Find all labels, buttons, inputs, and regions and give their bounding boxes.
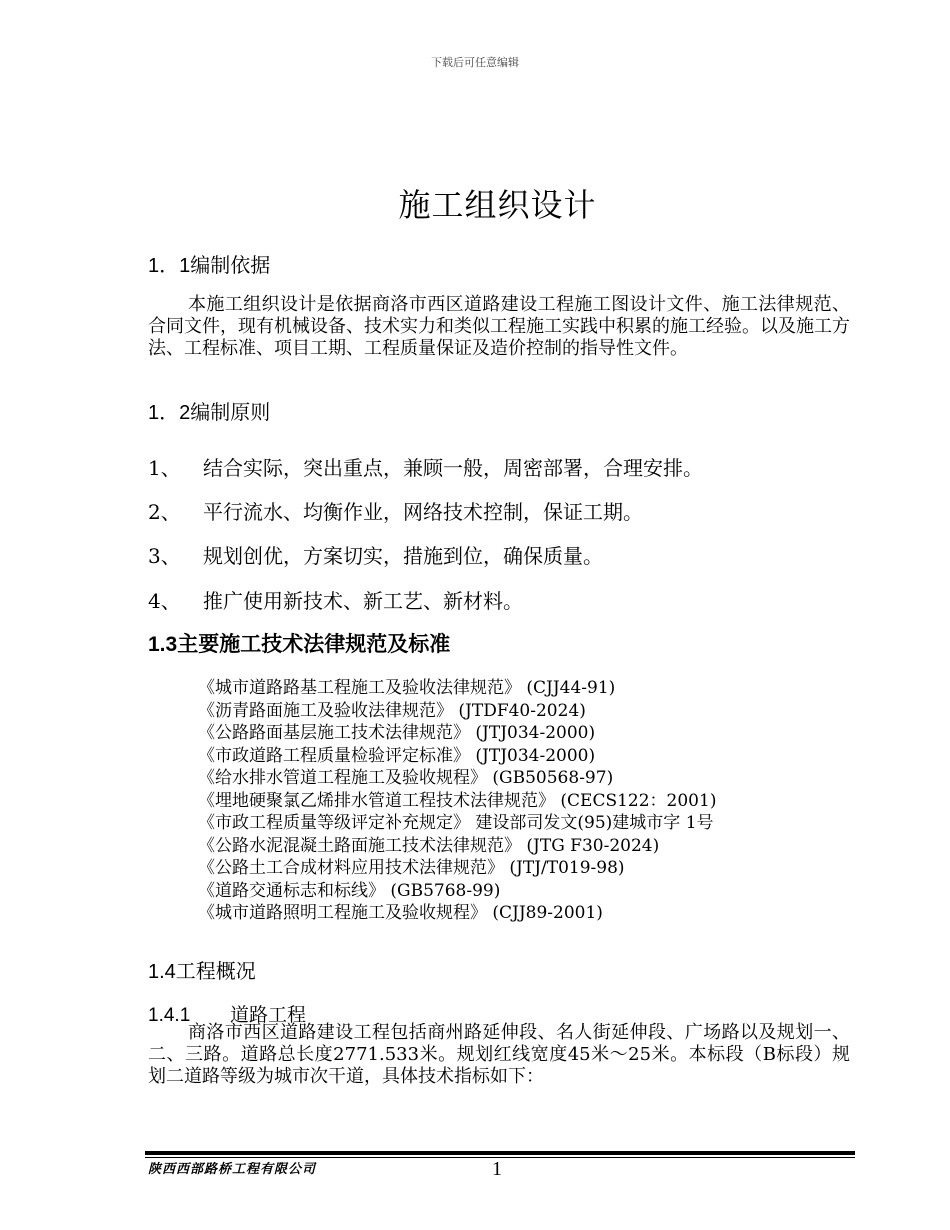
principle-text: 平行流水、均衡作业，网络技术控制，保证工期。 [203, 500, 643, 524]
section-heading-1-3: 1.3主要施工技术法律规范及标准 [148, 633, 451, 656]
principle-item [148, 585, 523, 614]
standard-item: 《沥青路面施工及验收法律规范》 (JTDF40-2024) [198, 700, 586, 721]
subsection-number: 1.4.1 [148, 1005, 191, 1026]
watermark-text: 下载后可任意编辑 [431, 56, 519, 69]
page-number: 1 [492, 1158, 502, 1180]
footer-company: 陕西西部路桥工程有限公司 [148, 1162, 317, 1177]
standard-item: 《给水排水管道工程施工及验收规程》 (GB50568-97) [198, 768, 614, 788]
standard-item: 《城市道路路基工程施工及验收法律规范》 (CJJ44-91) [198, 678, 616, 698]
standards-list [148, 677, 858, 925]
principle-item [148, 496, 643, 525]
principle-text: 结合实际，突出重点，兼顾一般，周密部署，合理安排。 [203, 456, 703, 480]
principle-item [148, 452, 703, 481]
standard-item: 《公路土工合成材料应用技术法律规范》 (JTJ/T019-98) [198, 858, 625, 878]
standard-item: 《公路水泥混凝土路面施工技术法律规范》 (JTG F30-2024) [198, 835, 660, 856]
principle-number: 3、 [148, 544, 181, 568]
principle-number: 1、 [148, 456, 181, 480]
principle-number: 4、 [148, 589, 181, 613]
standard-item: 《城市道路照明工程施工及验收规程》 (CJJ89-2001) [198, 903, 603, 923]
standard-item: 《市政道路工程质量检验评定标准》 (JTJ034-2000) [198, 745, 596, 766]
principle-item [148, 540, 603, 569]
principle-number: 2、 [148, 500, 181, 524]
standard-item: 《埋地硬聚氯乙烯排水管道工程技术法律规范》 (CECS122：2001) [198, 790, 717, 811]
principle-text: 规划创优，方案切实，措施到位，确保质量。 [203, 544, 603, 568]
principle-text: 推广使用新技术、新工艺、新材料。 [203, 589, 523, 613]
basis-paragraph: 本施工组织设计是依据商洛市西区道路建设工程施工图设计文件、施工法律规范、合同文件，现有机械设备、技术实力和类似工程施工实践中积累的施工经验。以及施工方法、工程标准、项目工期、工程质量保证及造价控制的指导性文件。 [148, 294, 850, 359]
standard-item: 《市政工程质量等级评定补充规定》 建设部司发文(95)建城市字 1号 [198, 813, 714, 833]
footer-rule [145, 1151, 855, 1155]
section-heading-1-1: 1．1编制依据 [148, 255, 271, 277]
standard-item: 《道路交通标志和标线》 (GB5768-99) [198, 880, 501, 901]
section-heading-1-4: 1.4工程概况 [148, 961, 256, 983]
page-title: 施工组织设计 [398, 186, 597, 224]
road-overview-paragraph: 商洛市西区道路建设工程包括商州路延伸段、名人街延伸段、广场路以及规划一、二、三路。道路总长度2771.533米。规划红线宽度45米～25米。本标段（B标段）规划二道路等级为城市次干道，具体技术指标如下： [148, 1022, 850, 1087]
subsection-title: 道路工程 [230, 1005, 307, 1026]
section-heading-1-2: 1．2编制原则 [148, 402, 271, 424]
standard-item: 《公路路面基层施工技术法律规范》 (JTJ034-2000) [198, 723, 596, 743]
